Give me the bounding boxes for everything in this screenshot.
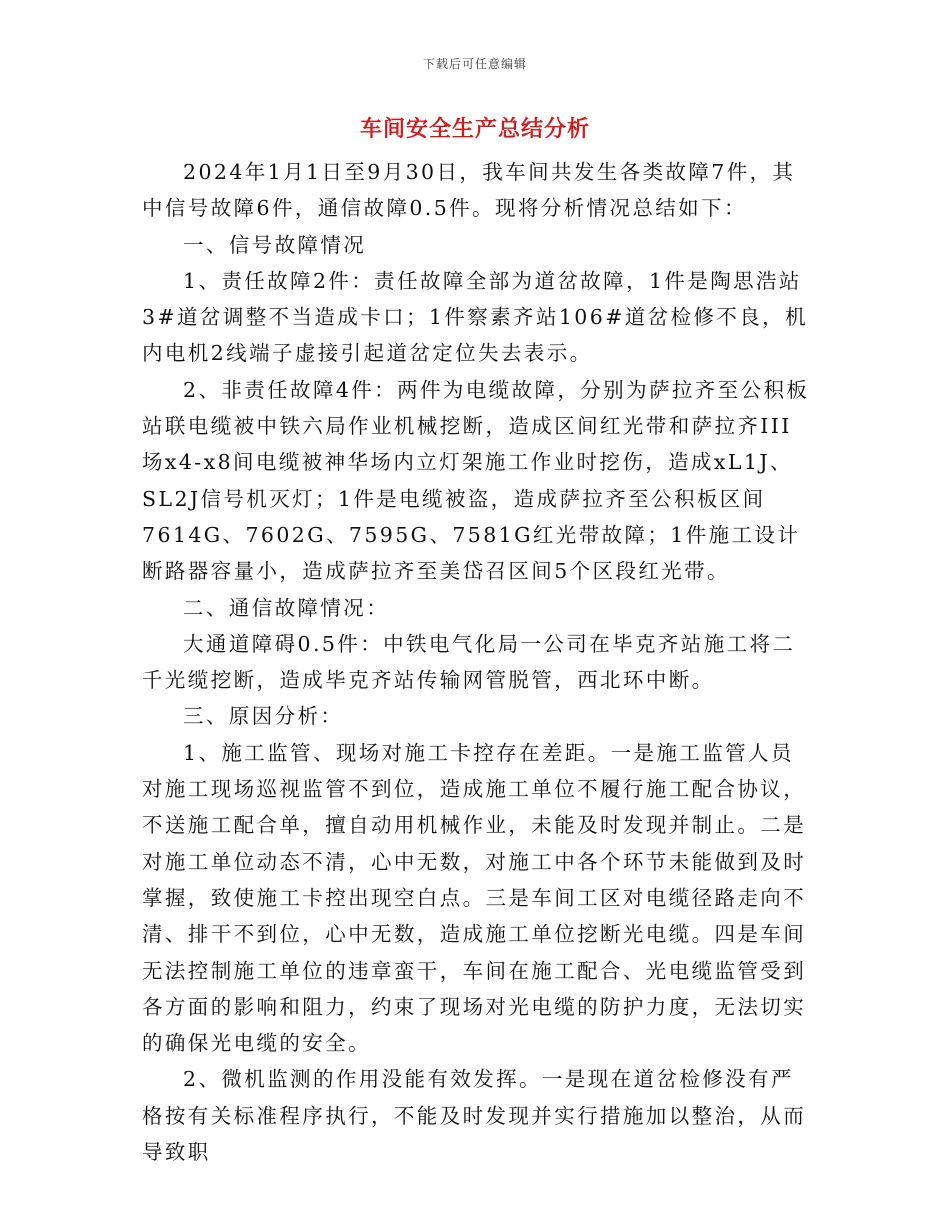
paragraph-cause-2: 2、微机监测的作用没能有效发挥。一是现在道岔检修没有严格按有关标准程序执行，不能及时发现并实行措施加以整治，从而导致职	[142, 1067, 807, 1165]
paragraph-channel-obstacle: 大通道障碍0.5件：中铁电气化局一公司在毕克齐站施工将二千光缆挖断，造成毕克齐站传输网管脱管，西北环中断。	[142, 631, 796, 693]
section-heading-signal: 一、信号故障情况	[183, 232, 367, 257]
document-title: 车间安全生产总结分析	[359, 116, 590, 142]
paragraph-responsible-faults: 1、责任故障2件：责任故障全部为道岔故障，1件是陶思浩站3#道岔调整不当造成卡口；1件察素齐站106#道岔检修不良，机内电机2线端子虚接引起道岔定位失去表示。	[142, 268, 808, 366]
paragraph-cause-1: 1、施工监管、现场对施工卡控存在差距。一是施工监管人员对施工现场巡视监管不到位，造成施工单位不履行施工配合协议，不送施工配合单，擅自动用机械作业，未能及时发现并制止。二是对施工单位动态不清，心中无数，对施工中各个环节未能做到及时掌握，致使施工卡控出现空白点。三是车间工区对电缆径路走向不清、排干不到位，心中无数，造成施工单位挖断光电缆。四是车间无法控制施工单位的违章蛮干，车间在施工配合、光电缆监管受到各方面的影响和阻力，约束了现场对光电缆的防护力度，无法切实的确保光电缆的安全。	[142, 740, 807, 1056]
section-heading-cause-analysis: 三、原因分析：	[183, 704, 344, 729]
document-body	[142, 154, 810, 1170]
paragraph-intro: 2024年1月1日至9月30日，我车间共发生各类故障7件，其中信号故障6件，通信故障0.5件。现将分析情况总结如下：	[142, 160, 796, 221]
paragraph-non-responsible-faults: 2、非责任故障4件：两件为电缆故障，分别为萨拉齐至公积板站联电缆被中铁六局作业机械挖断，造成区间红光带和萨拉齐III场x4-x8间电缆被神华场内立灯架施工作业时挖伤，造成xL1J、SL2J信号机灭灯；1件是电缆被盗，造成萨拉齐至公积板区间7614G、7602G、7595G、7581G红光带故障；1件施工设计断路器容量小，造成萨拉齐至美岱召区间5个区段红光带。	[142, 377, 810, 584]
header-note: 下载后可任意编辑	[422, 57, 527, 71]
section-heading-communication: 二、通信故障情况：	[183, 595, 390, 620]
